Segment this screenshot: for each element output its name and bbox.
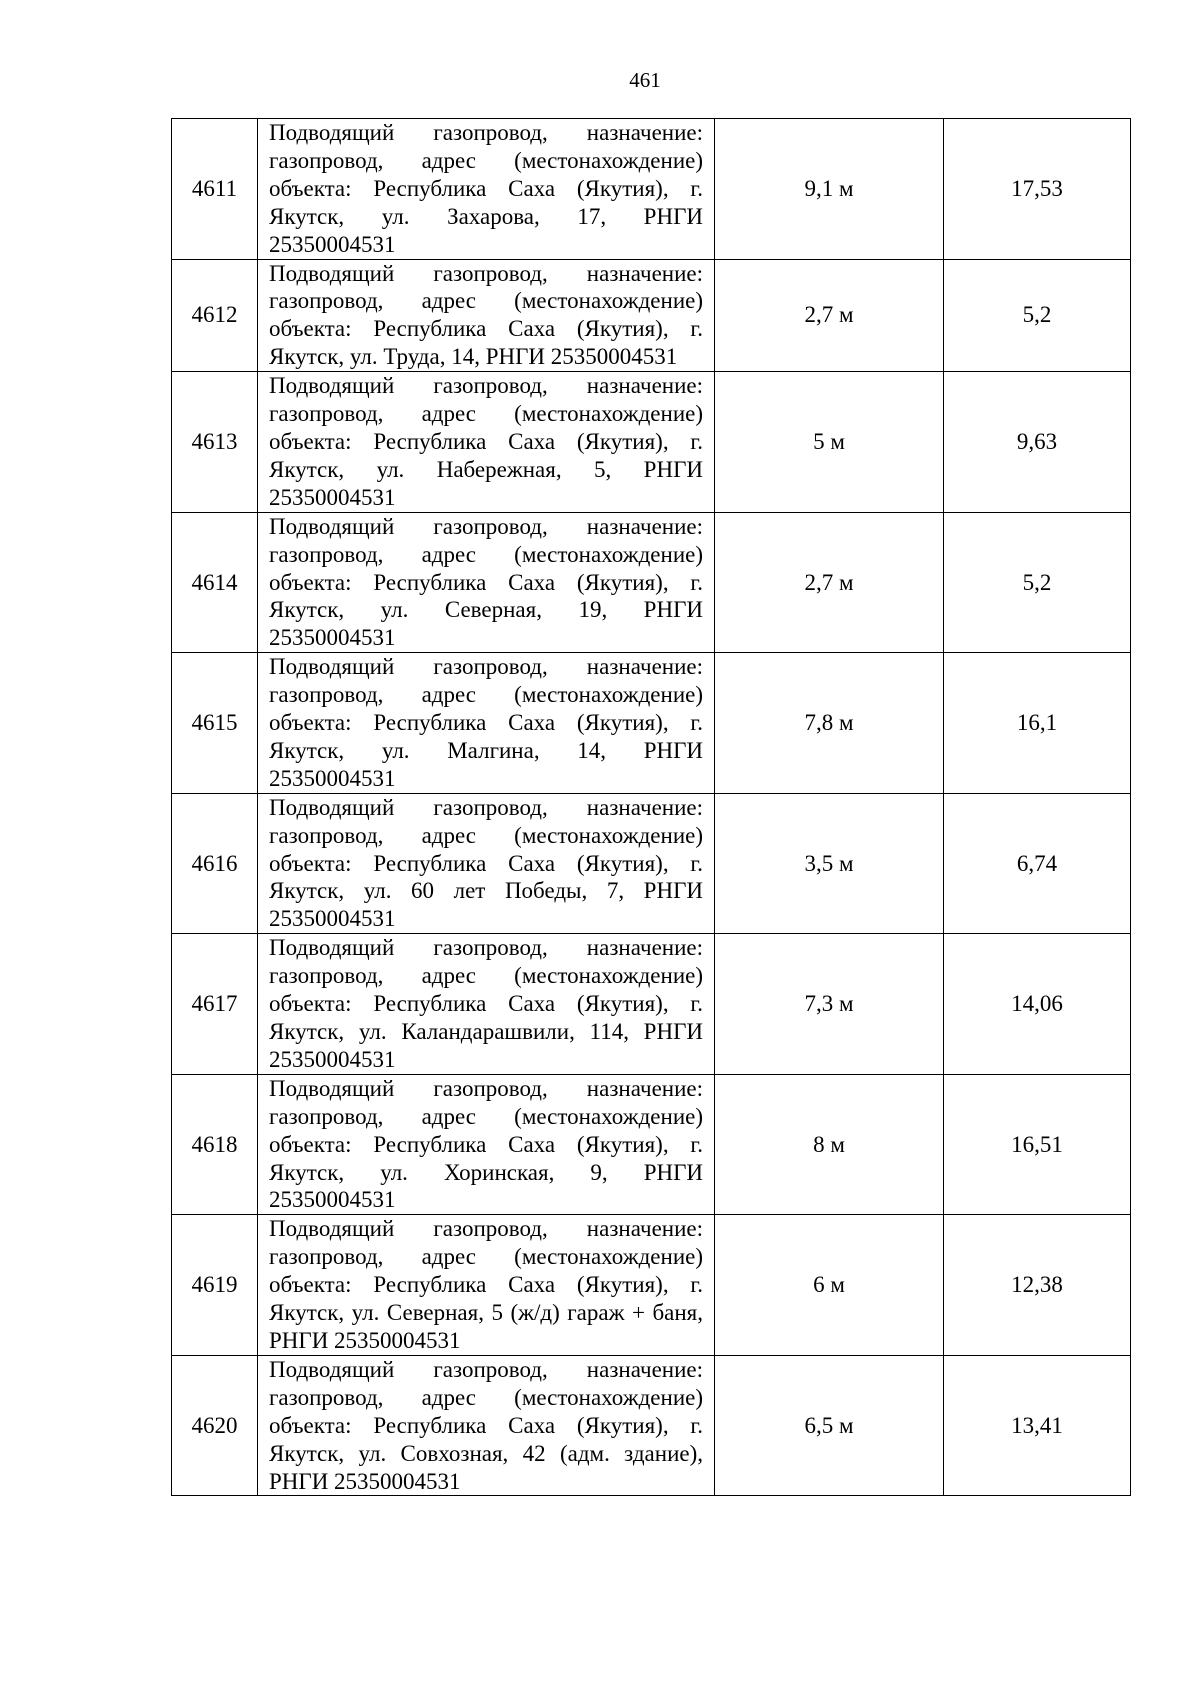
row-number: 4619 — [172, 1215, 258, 1356]
row-value: 9,63 — [944, 372, 1131, 513]
row-description: Подводящий газопровод, назначение: газопровод, адрес (местонахождение) объекта: Республика Саха (Якутия), г. Якутск, ул. Каландарашвили, 114, РНГИ 25350004531 — [258, 934, 715, 1075]
row-length: 6,5 м — [715, 1355, 944, 1496]
row-value: 17,53 — [944, 119, 1131, 260]
row-length: 8 м — [715, 1074, 944, 1215]
row-number: 4611 — [172, 119, 258, 260]
row-description: Подводящий газопровод, назначение: газопровод, адрес (местонахождение) объекта: Республика Саха (Якутия), г. Якутск, ул. 60 лет Победы, 7, РНГИ 25350004531 — [258, 793, 715, 934]
row-number: 4612 — [172, 259, 258, 372]
row-length: 2,7 м — [715, 259, 944, 372]
row-value: 16,1 — [944, 653, 1131, 794]
row-number: 4615 — [172, 653, 258, 794]
row-value: 14,06 — [944, 934, 1131, 1075]
table-row — [172, 934, 1131, 1075]
registry-table — [171, 118, 1131, 1496]
row-description: Подводящий газопровод, назначение: газопровод, адрес (местонахождение) объекта: Республика Саха (Якутия), г. Якутск, ул. Набережная, 5, РНГИ 25350004531 — [258, 372, 715, 513]
table-row — [172, 1074, 1131, 1215]
row-number: 4618 — [172, 1074, 258, 1215]
row-value: 5,2 — [944, 259, 1131, 372]
row-length: 3,5 м — [715, 793, 944, 934]
table-row — [172, 119, 1131, 260]
table-row — [172, 1215, 1131, 1356]
row-description: Подводящий газопровод, назначение: газопровод, адрес (местонахождение) объекта: Республика Саха (Якутия), г. Якутск, ул. Северная, 5 (ж/д) гараж + баня, РНГИ 25350004531 — [258, 1215, 715, 1356]
row-length: 5 м — [715, 372, 944, 513]
row-length: 6 м — [715, 1215, 944, 1356]
table-row — [172, 259, 1131, 372]
row-number: 4617 — [172, 934, 258, 1075]
row-value: 13,41 — [944, 1355, 1131, 1496]
row-description: Подводящий газопровод, назначение: газопровод, адрес (местонахождение) объекта: Республика Саха (Якутия), г. Якутск, ул. Хоринская, 9, РНГИ 25350004531 — [258, 1074, 715, 1215]
row-description: Подводящий газопровод, назначение: газопровод, адрес (местонахождение) объекта: Республика Саха (Якутия), г. Якутск, ул. Совхозная, 42 (адм. здание), РНГИ 25350004531 — [258, 1355, 715, 1496]
row-description: Подводящий газопровод, назначение: газопровод, адрес (местонахождение) объекта: Республика Саха (Якутия), г. Якутск, ул. Труда, 14, РНГИ 25350004531 — [258, 259, 715, 372]
table-row — [172, 1355, 1131, 1496]
table-row — [172, 372, 1131, 513]
table-row — [172, 653, 1131, 794]
row-number: 4613 — [172, 372, 258, 513]
page-number: 461 — [629, 68, 661, 92]
row-description: Подводящий газопровод, назначение: газопровод, адрес (местонахождение) объекта: Республика Саха (Якутия), г. Якутск, ул. Северная, 19, РНГИ 25350004531 — [258, 512, 715, 653]
registry-table-body — [172, 119, 1131, 1496]
row-number: 4620 — [172, 1355, 258, 1496]
table-row — [172, 793, 1131, 934]
row-length: 2,7 м — [715, 512, 944, 653]
row-number: 4616 — [172, 793, 258, 934]
row-value: 16,51 — [944, 1074, 1131, 1215]
row-value: 6,74 — [944, 793, 1131, 934]
row-length: 7,3 м — [715, 934, 944, 1075]
row-value: 12,38 — [944, 1215, 1131, 1356]
row-value: 5,2 — [944, 512, 1131, 653]
row-number: 4614 — [172, 512, 258, 653]
row-length: 9,1 м — [715, 119, 944, 260]
row-description: Подводящий газопровод, назначение: газопровод, адрес (местонахождение) объекта: Республика Саха (Якутия), г. Якутск, ул. Захарова, 17, РНГИ 25350004531 — [258, 119, 715, 260]
row-description: Подводящий газопровод, назначение: газопровод, адрес (местонахождение) объекта: Республика Саха (Якутия), г. Якутск, ул. Малгина, 14, РНГИ 25350004531 — [258, 653, 715, 794]
table-row — [172, 512, 1131, 653]
row-length: 7,8 м — [715, 653, 944, 794]
